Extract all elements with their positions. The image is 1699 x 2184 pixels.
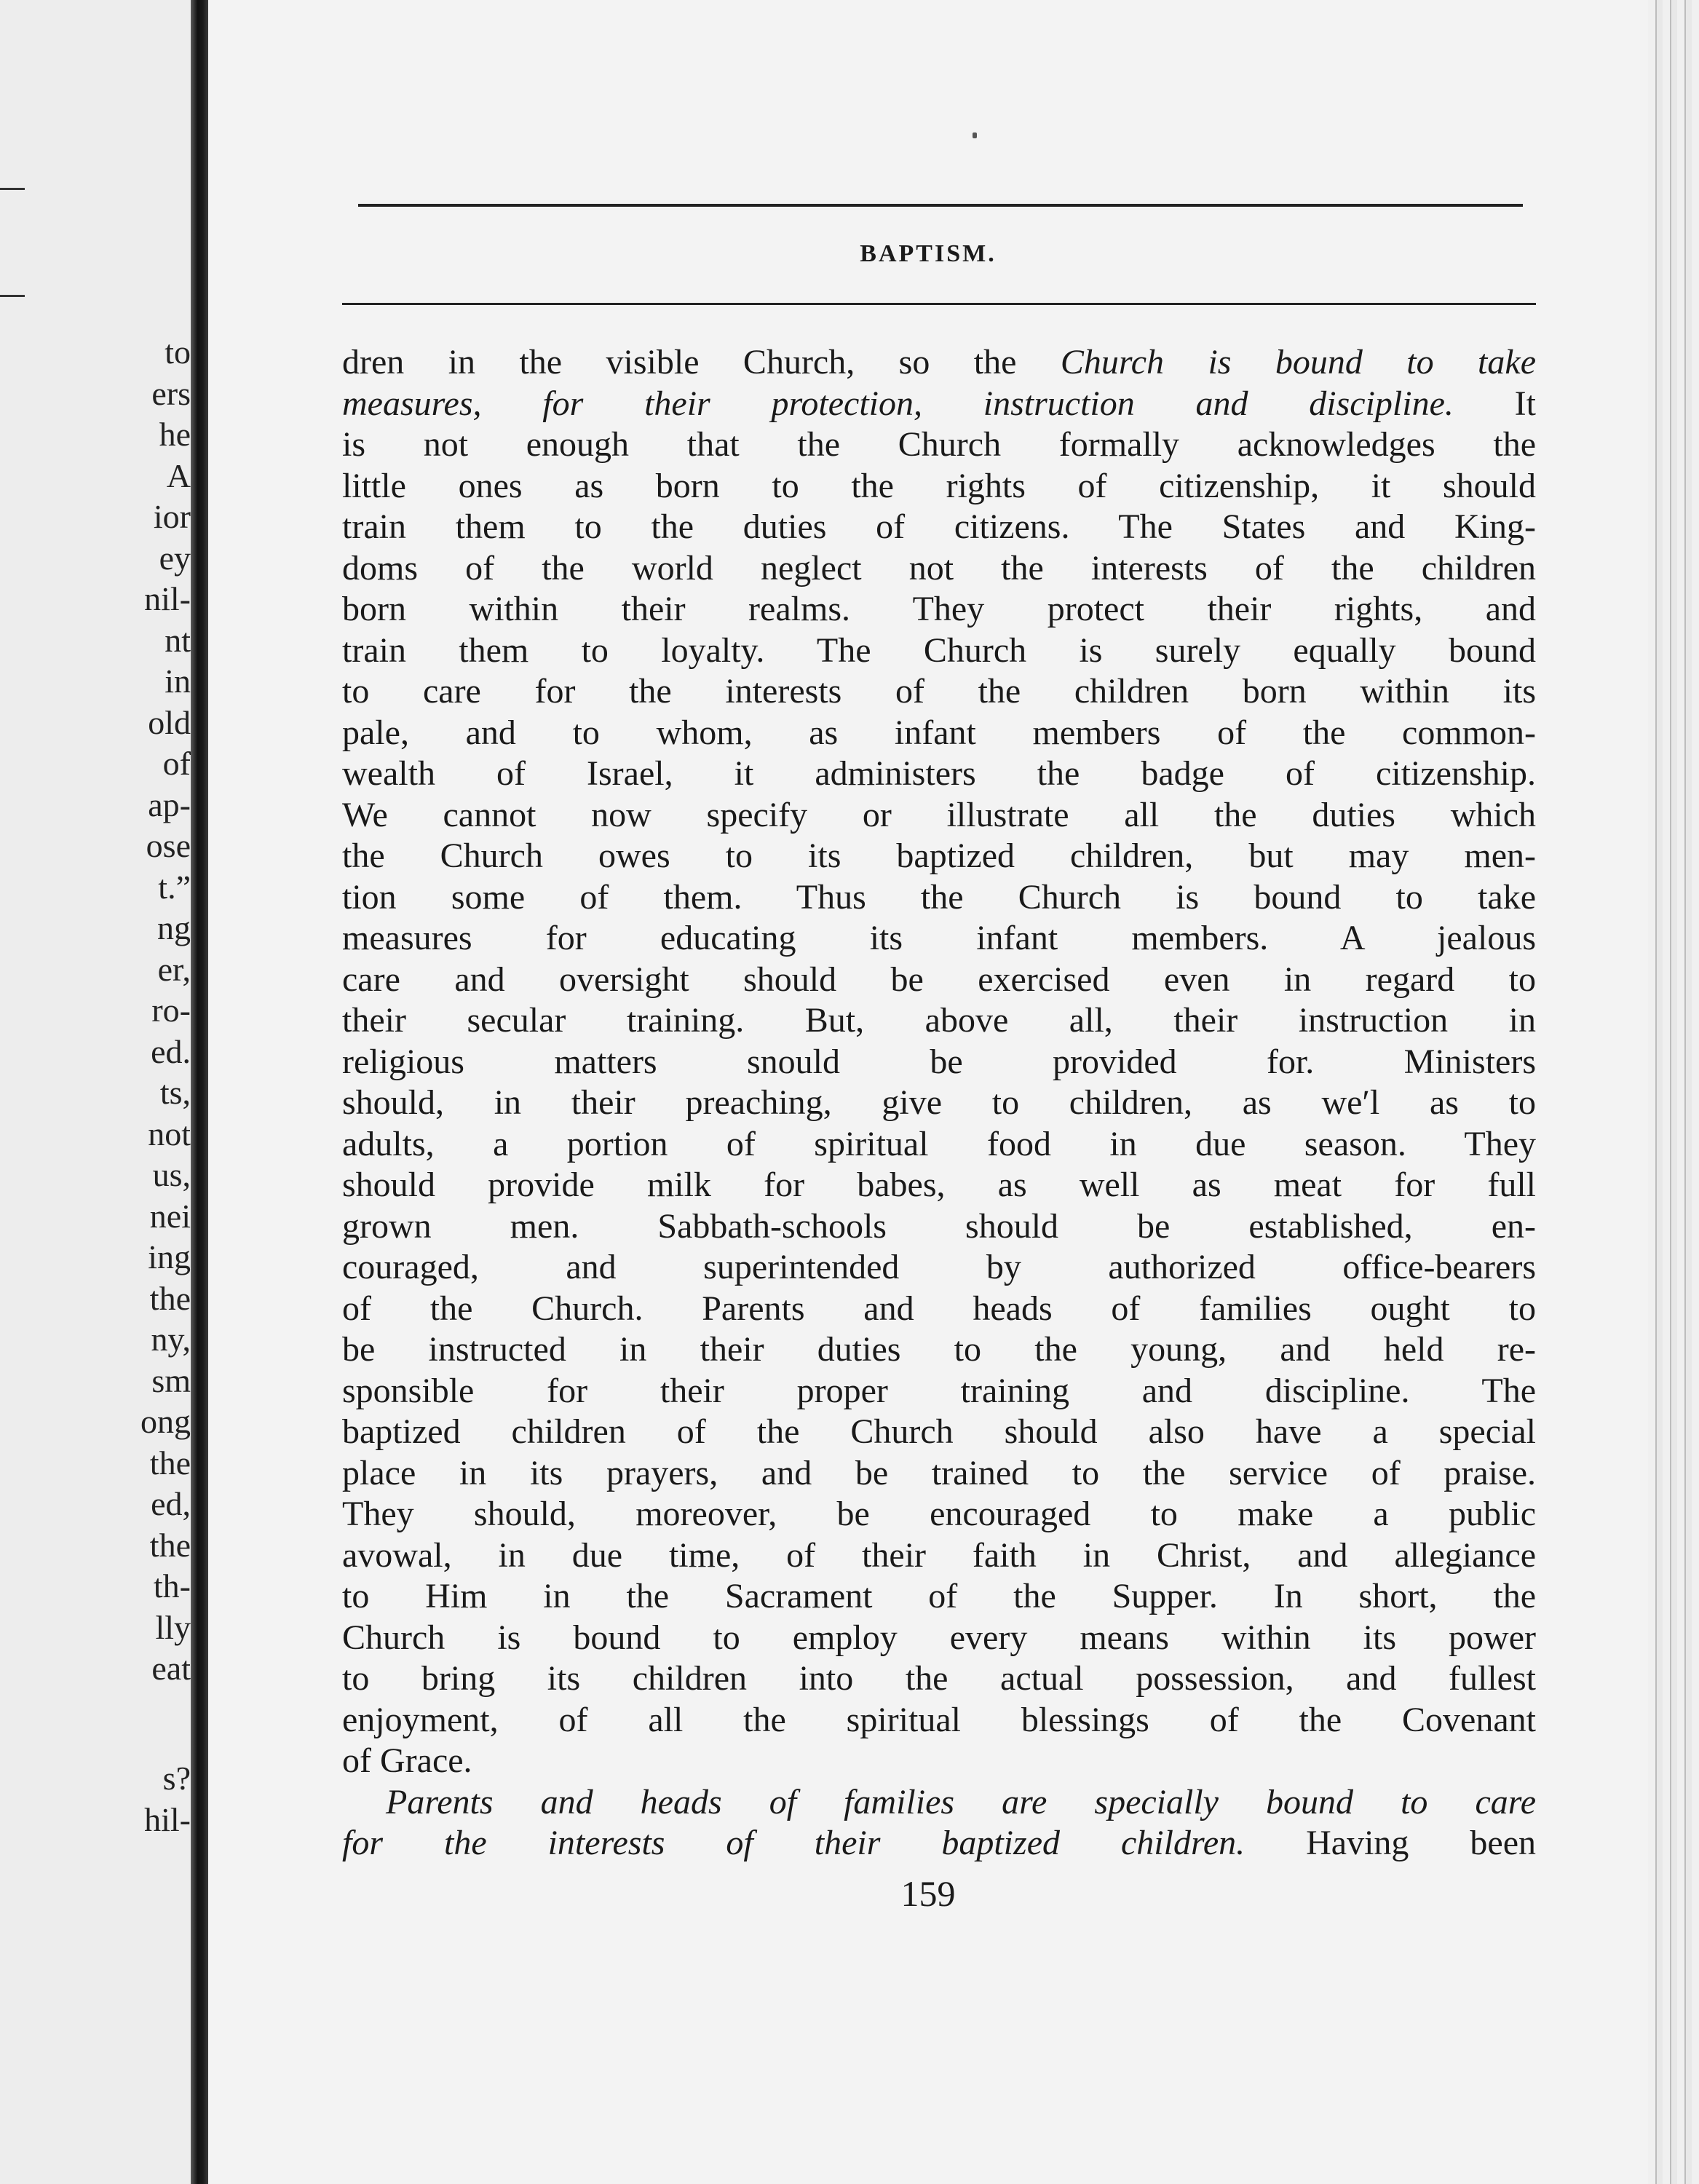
book-page — [208, 0, 1650, 2184]
facing-page-fragment: ro- — [151, 992, 191, 1029]
text-line — [342, 1042, 1536, 1083]
text-line — [342, 507, 1536, 548]
page-number: 159 — [900, 1873, 956, 1914]
text-segment: It — [1453, 384, 1537, 423]
facing-page-fragment: eat — [151, 1650, 191, 1687]
facing-page-fragment: nt — [165, 621, 191, 659]
facing-page-fragment: of — [162, 745, 191, 782]
text-line — [342, 1206, 1536, 1248]
italic-text: Church is bound to take — [1060, 343, 1536, 381]
text-line — [342, 1247, 1536, 1289]
text-segment: tion some of them. Thus the Church is bound to take — [342, 877, 1536, 917]
facing-page-fragment: ing — [148, 1238, 191, 1275]
facing-page-fragment: ers — [151, 374, 191, 412]
text-segment: of the Church. Parents and heads of families ought to — [342, 1289, 1536, 1328]
facing-page-fragment: nei — [149, 1197, 191, 1235]
text-segment: to care for the interests of the children born within its — [342, 672, 1536, 711]
text-segment: dren in the visible Church, so the — [342, 343, 1061, 381]
facing-page-fragment: ny, — [151, 1321, 191, 1358]
text-segment: sponsible for their proper training and discipline. The — [342, 1371, 1536, 1410]
text-segment: religious matters snould be provided for. Ministers — [342, 1042, 1536, 1081]
text-segment: enjoyment, of all the spiritual blessings of the Covenant — [342, 1700, 1536, 1739]
text-line — [342, 1618, 1536, 1659]
text-segment: should provide milk for babes, as well as meat for full — [342, 1166, 1536, 1204]
text-line — [342, 1741, 1536, 1782]
facing-page-fragment: he — [159, 416, 191, 453]
text-line — [342, 1412, 1536, 1453]
text-line — [342, 671, 1536, 713]
text-line — [342, 1165, 1536, 1206]
text-line — [342, 1782, 1536, 1824]
text-line — [342, 918, 1536, 960]
text-segment: doms of the world neglect not the interests of the children — [342, 548, 1536, 587]
paper-speck — [973, 132, 977, 138]
text-segment: to Him in the Sacrament of the Supper. In short, the — [342, 1577, 1536, 1615]
text-line — [342, 877, 1536, 919]
text-segment: of Grace. — [342, 1741, 472, 1780]
text-line — [342, 589, 1536, 630]
book-gutter — [191, 0, 208, 2184]
facing-page-line-fragments — [140, 332, 191, 1690]
facing-page-fragment: old — [148, 703, 191, 741]
text-segment: They should, moreover, be encouraged to make a public — [342, 1495, 1536, 1533]
text-segment: Having been — [1245, 1824, 1536, 1862]
text-segment: couraged, and superintended by authorized office-bearers — [342, 1248, 1536, 1286]
text-line — [342, 1658, 1536, 1700]
facing-page-fragment: the — [149, 1444, 191, 1481]
running-head: BAPTISM. — [860, 240, 997, 267]
facing-page-fragment: ap- — [148, 786, 191, 823]
facing-page-fragment: ey — [159, 539, 191, 577]
text-line — [342, 1494, 1536, 1535]
text-line — [342, 960, 1536, 1001]
text-segment: wealth of Israel, it administers the badge of citizenship. — [342, 754, 1536, 793]
italic-text: measures, for their protection, instruction and discipline. — [342, 384, 1454, 423]
facing-page-fragment: ed. — [151, 1032, 191, 1070]
text-line — [342, 1453, 1536, 1495]
text-line — [342, 753, 1536, 795]
text-segment: train them to the duties of citizens. The States and King- — [342, 507, 1536, 546]
facing-page-fragment: ose — [146, 827, 191, 864]
text-line — [342, 342, 1536, 384]
text-line — [342, 1700, 1536, 1741]
text-segment: place in its prayers, and be trained to the service of praise. — [342, 1453, 1536, 1492]
text-line — [342, 466, 1536, 507]
text-line — [342, 384, 1536, 425]
facing-page-fragment: ng — [157, 909, 191, 946]
text-segment: should, in their preaching, give to children, as weʹl as to — [342, 1083, 1536, 1122]
italic-text: Parents and heads of families are specially bound to care — [386, 1782, 1536, 1821]
text-segment: avowal, in due time, of their faith in Christ, and allegiance — [342, 1535, 1536, 1575]
text-segment: be instructed in their duties to the young, and held re- — [342, 1330, 1536, 1369]
text-line — [342, 630, 1536, 672]
text-segment: is not enough that the Church formally acknowledges the — [342, 425, 1536, 464]
facing-page-rule — [0, 295, 25, 297]
text-segment: Church is bound to employ every means within its power — [342, 1618, 1536, 1657]
text-line — [342, 1289, 1536, 1330]
text-line — [342, 1823, 1536, 1864]
facing-page-fragment: us, — [152, 1156, 191, 1193]
facing-page-fragment: sm — [151, 1361, 191, 1399]
text-segment: measures for educating its infant members. A jealous — [342, 919, 1536, 957]
text-segment: to bring its children into the actual possession, and fullest — [342, 1659, 1536, 1698]
text-segment: We cannot now specify or illustrate all the duties which — [342, 795, 1536, 834]
text-segment: little ones as born to the rights of citizenship, it should — [342, 466, 1536, 505]
facing-page-fragment: to — [165, 333, 191, 371]
facing-page-fragment: ior — [153, 498, 191, 535]
text-line — [342, 795, 1536, 836]
text-line — [342, 1371, 1536, 1412]
body-text — [342, 342, 1536, 1864]
text-line — [342, 1083, 1536, 1124]
facing-page-rule — [0, 188, 25, 190]
text-segment: their secular training. But, above all, their instruction in — [342, 1001, 1536, 1040]
text-line — [342, 1000, 1536, 1042]
facing-page-fragment: t.” — [158, 868, 191, 906]
facing-page-fragment: er, — [157, 950, 191, 988]
header-rule-top — [358, 204, 1523, 207]
facing-page-fragment: A — [166, 456, 191, 494]
text-segment: pale, and to whom, as infant members of the common- — [342, 713, 1536, 752]
text-segment: the Church owes to its baptized children, but may men- — [342, 836, 1536, 875]
text-line — [342, 1535, 1536, 1577]
text-line — [342, 713, 1536, 754]
text-line — [342, 424, 1536, 466]
text-line — [342, 548, 1536, 590]
facing-page-fragment: lly — [155, 1608, 191, 1646]
text-line — [342, 1329, 1536, 1371]
facing-page-fragment: not — [148, 1115, 191, 1152]
facing-page-fragment: the — [149, 1279, 191, 1317]
facing-page-left — [0, 0, 191, 2184]
facing-page-fragment: the — [149, 1526, 191, 1564]
text-line — [342, 836, 1536, 877]
text-segment: train them to loyalty. The Church is surely equally bound — [342, 630, 1536, 670]
text-segment: adults, a portion of spiritual food in due season. They — [342, 1124, 1536, 1163]
text-segment: baptized children of the Church should also have a special — [342, 1412, 1536, 1451]
facing-page-fragment: ong — [140, 1403, 191, 1440]
facing-page-line-fragments-bottom — [144, 1758, 191, 1840]
text-segment: born within their realms. They protect their rights, and — [342, 590, 1536, 628]
text-segment: care and oversight should be exercised even in regard to — [342, 960, 1536, 999]
facing-page-fragment: th- — [153, 1567, 191, 1605]
text-line — [342, 1576, 1536, 1618]
facing-page-fragment: ed, — [151, 1485, 191, 1522]
text-segment: grown men. Sabbath-schools should be established, en- — [342, 1206, 1536, 1246]
facing-page-fragment: nil- — [144, 580, 191, 617]
facing-page-fragment: in — [165, 662, 191, 700]
page-edges — [1648, 0, 1699, 2184]
header-rule-bottom — [342, 303, 1536, 305]
facing-page-fragment: hil- — [144, 1800, 191, 1838]
text-line — [342, 1124, 1536, 1166]
italic-text: for the interests of their baptized children. — [342, 1824, 1245, 1862]
facing-page-fragment: ts, — [159, 1074, 191, 1111]
facing-page-fragment: s? — [162, 1760, 191, 1797]
